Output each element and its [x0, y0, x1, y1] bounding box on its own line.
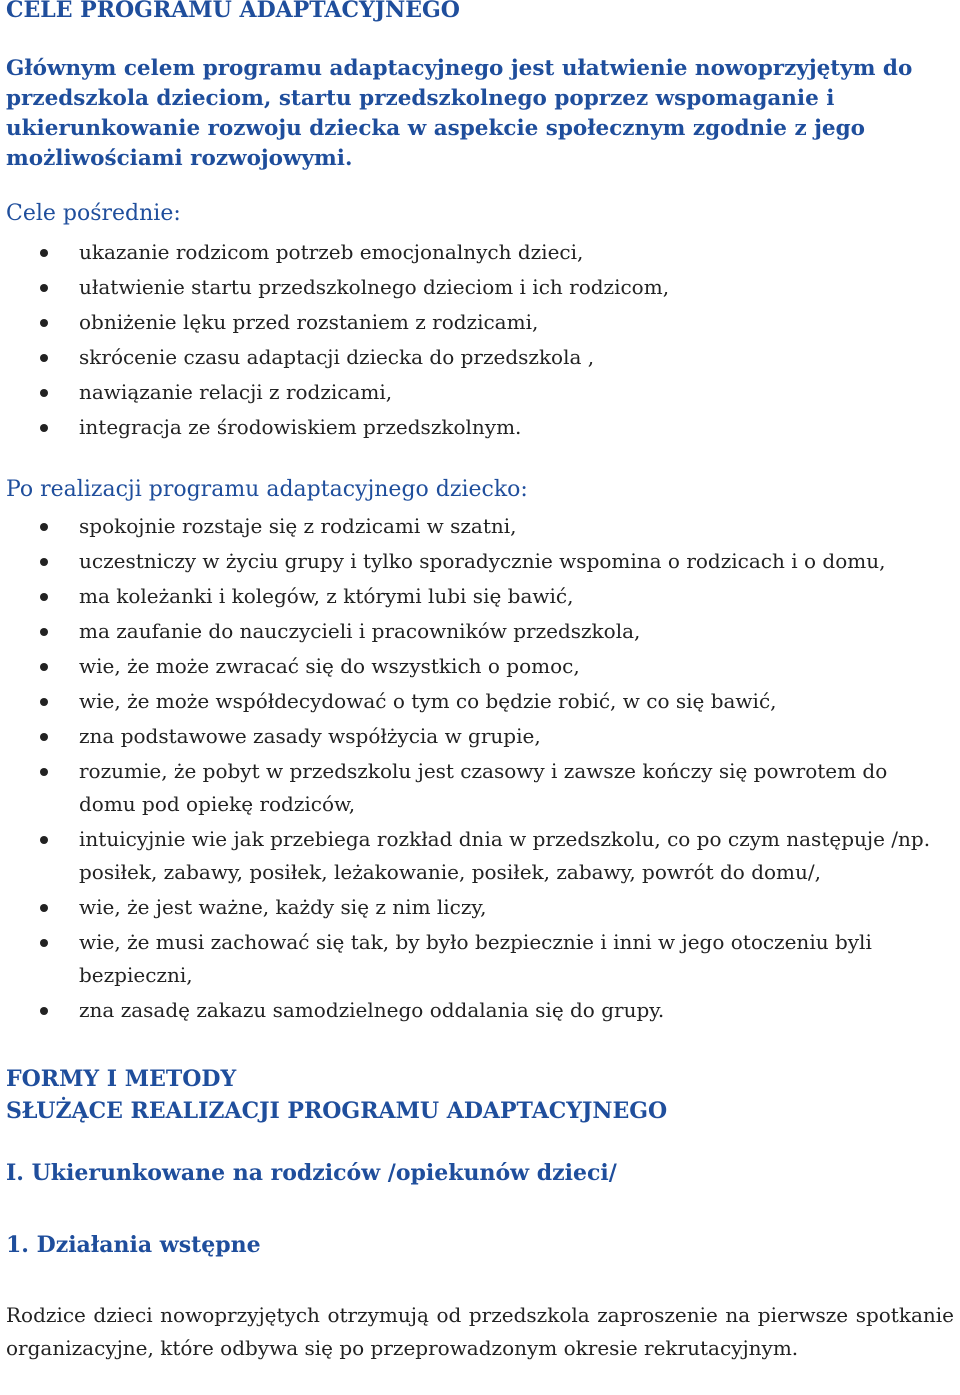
list-item: obniżenie lęku przed rozstaniem z rodzicami, [0, 306, 960, 339]
list-item: uczestniczy w życiu grupy i tylko sporadycznie wspomina o rodzicach i o domu, [0, 545, 960, 578]
after-program-heading: Po realizacji programu adaptacyjnego dziecko: [6, 477, 528, 502]
bullet-icon [40, 663, 48, 671]
subsection-heading: 1. Działania wstępne [6, 1232, 261, 1258]
intermediate-goals-list [0, 236, 960, 446]
list-item: wie, że może zwracać się do wszystkich o pomoc, [0, 650, 960, 683]
list-item: ma zaufanie do nauczycieli i pracowników przedszkola, [0, 615, 960, 648]
list-item: integracja ze środowiskiem przedszkolnym. [0, 411, 960, 444]
bullet-icon [40, 354, 48, 362]
bullet-icon [40, 249, 48, 257]
page-title: CELE PROGRAMU ADAPTACYJNEGO [6, 0, 460, 23]
bullet-icon [40, 523, 48, 531]
main-goal: Głównym celem programu adaptacyjnego jest ułatwienie nowoprzyjętym do przedszkola dzieciom, startu przedszkolnego poprzez wspomaganie i ukierunkowanie rozwoju dziecka w aspekcie społecznym zgodnie z jego możliwościami rozwojowymi. [6, 56, 913, 171]
list-item: intuicyjnie wie jak przebiega rozkład dnia w przedszkolu, co po czym następuje /np. posiłek, zabawy, posiłek, leżakowanie, posiłek, zabawy, powrót do domu/, [0, 823, 960, 889]
bullet-icon [40, 698, 48, 706]
list-item: ma koleżanki i kolegów, z którymi lubi się bawić, [0, 580, 960, 613]
bullet-icon [40, 389, 48, 397]
bullet-icon [40, 284, 48, 292]
list-item: ukazanie rodzicom potrzeb emocjonalnych dzieci, [0, 236, 960, 269]
list-item: ułatwienie startu przedszkolnego dzieciom i ich rodzicom, [0, 271, 960, 304]
list-item: wie, że jest ważne, każdy się z nim liczy, [0, 891, 960, 924]
bullet-icon [40, 939, 48, 947]
bullet-icon [40, 733, 48, 741]
list-item: zna zasadę zakazu samodzielnego oddalania się do grupy. [0, 994, 960, 1027]
section-heading: I. Ukierunkowane na rodziców /opiekunów dzieci/ [6, 1160, 617, 1186]
list-item: wie, że może współdecydować o tym co będzie robić, w co się bawić, [0, 685, 960, 718]
bullet-icon [40, 593, 48, 601]
bullet-icon [40, 424, 48, 432]
list-item: skrócenie czasu adaptacji dziecka do przedszkola , [0, 341, 960, 374]
bullet-icon [40, 319, 48, 327]
body-paragraph: Rodzice dzieci nowoprzyjętych otrzymują od przedszkola zaproszenie na pierwsze spotkanie organizacyjne, które odbywa się po przeprowadzonym okresie rekrutacyjnym. [6, 1303, 954, 1360]
list-item: spokojnie rozstaje się z rodzicami w szatni, [0, 510, 960, 543]
bullet-icon [40, 1007, 48, 1015]
intermediate-goals-heading: Cele pośrednie: [6, 201, 181, 226]
bullet-icon [40, 768, 48, 776]
list-item: zna podstawowe zasady współżycia w grupie, [0, 720, 960, 753]
list-item: wie, że musi zachować się tak, by było bezpiecznie i inni w jego otoczeniu byli bezpieczni, [0, 926, 960, 992]
list-item: nawiązanie relacji z rodzicami, [0, 376, 960, 409]
after-program-list [0, 510, 960, 1029]
bullet-icon [40, 628, 48, 636]
forms-heading-line1: FORMY I METODY [6, 1066, 237, 1092]
list-item: rozumie, że pobyt w przedszkolu jest czasowy i zawsze kończy się powrotem do domu pod opiekę rodziców, [0, 755, 960, 821]
bullet-icon [40, 558, 48, 566]
forms-heading-line2: SŁUŻĄCE REALIZACJI PROGRAMU ADAPTACYJNEGO [6, 1098, 668, 1124]
bullet-icon [40, 904, 48, 912]
bullet-icon [40, 836, 48, 844]
forms-heading [6, 1063, 667, 1127]
